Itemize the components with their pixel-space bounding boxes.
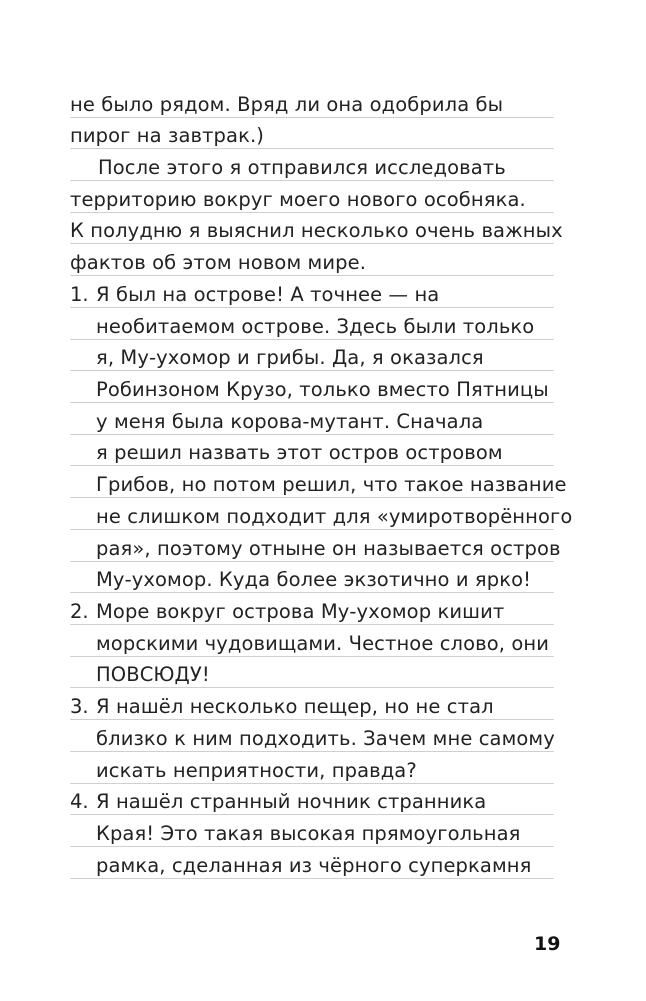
- list-item-line: морскими чудовищами. Честное слово, они: [96, 632, 550, 655]
- text-line: После этого я отправился исследовать: [98, 156, 506, 179]
- list-item-line: не слишком подходит для «умиротворённого: [96, 505, 573, 528]
- list-item-line: рая», поэтому отныне он называется остров: [96, 537, 561, 560]
- page-number: 19: [534, 933, 561, 955]
- list-item-line: Я нашёл несколько пещер, но не стал: [96, 695, 494, 718]
- text-line: территорию вокруг моего нового особняка.: [70, 188, 526, 211]
- list-item-line: я, Му-ухомор и грибы. Да, я оказался: [96, 346, 484, 369]
- list-item-line: Му-ухомор. Куда более экзотично и ярко!: [96, 568, 532, 591]
- list-marker: 2.: [70, 600, 89, 623]
- list-item-line: близко к ним подходить. Зачем мне самому: [96, 727, 555, 750]
- list-item-line: я решил назвать этот остров островом: [96, 441, 503, 464]
- list-marker: 1.: [70, 283, 89, 306]
- list-marker: 4.: [70, 790, 89, 813]
- list-item-line: Я был на острове! А точнее — на: [96, 283, 440, 306]
- text-line: фактов об этом новом мире.: [70, 251, 367, 274]
- text-line: К полудню я выяснил несколько очень важных: [70, 219, 563, 242]
- list-item-line: искать неприятности, правда?: [96, 759, 417, 782]
- list-item-line: необитаемом острове. Здесь были только: [96, 315, 535, 338]
- text-line: пирог на завтрак.): [70, 124, 264, 147]
- list-item-line: Море вокруг острова Му-ухомор кишит: [96, 600, 505, 623]
- list-item-line: Края! Это такая высокая прямоугольная: [96, 822, 521, 845]
- text-line: не было рядом. Вряд ли она одобрила бы: [70, 93, 504, 116]
- list-item-line: у меня была корова-мутант. Сначала: [96, 410, 484, 433]
- list-marker: 3.: [70, 695, 89, 718]
- list-item-line: рамка, сделанная из чёрного суперкамня: [96, 854, 532, 877]
- list-item-line: Робинзоном Крузо, только вместо Пятницы: [96, 378, 549, 401]
- list-item-line: Я нашёл странный ночник странника: [96, 790, 487, 813]
- list-item-line: ПОВСЮДУ!: [96, 663, 210, 686]
- list-item-line: Грибов, но потом решил, что такое название: [96, 473, 567, 496]
